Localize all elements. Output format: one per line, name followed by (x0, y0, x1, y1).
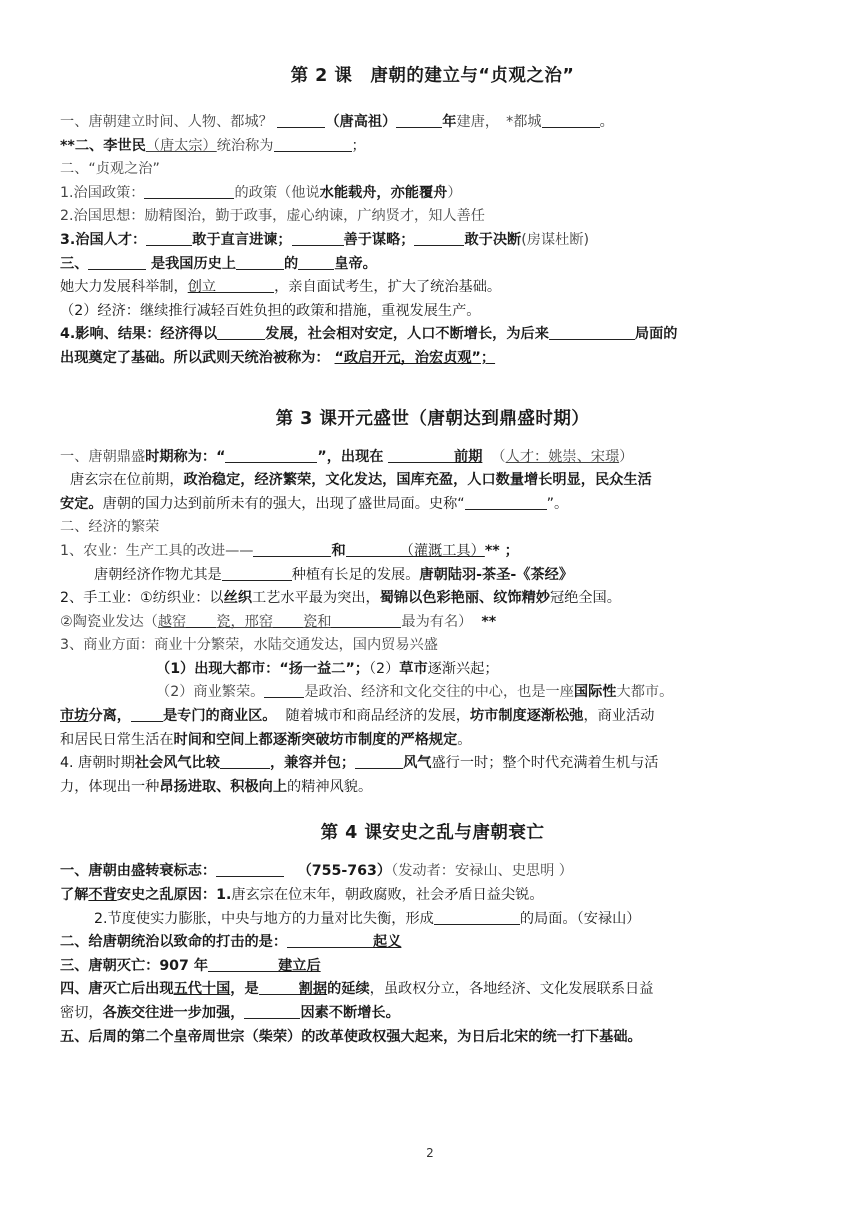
text: **二、李世民 (60, 137, 146, 154)
text: 安定。 (60, 495, 103, 512)
answer-blank[interactable] (331, 611, 401, 628)
text: 创立 (187, 279, 217, 296)
answer-blank[interactable] (292, 229, 344, 246)
lesson3-handicraft (60, 587, 805, 611)
text: 一、唐朝鼎盛 (60, 448, 146, 465)
lesson4-uprising (60, 931, 805, 955)
answer-blank[interactable] (186, 611, 216, 628)
text: 各族交往进一步加强， (102, 1005, 245, 1021)
text: 越窑 (157, 613, 187, 630)
text: ，兼容并包； (269, 755, 356, 772)
lesson4-causes-2 (60, 908, 805, 932)
text: (房谋杜断) (521, 231, 590, 248)
answer-blank[interactable] (414, 229, 464, 246)
text: 最为有名） (401, 613, 473, 630)
text: （ (491, 448, 506, 465)
text: 年 (442, 114, 457, 130)
text: ，亲自面试考生，扩大了统治基础。 (274, 279, 502, 296)
text: 的政策（他说 (234, 184, 320, 201)
text: 三、 (60, 255, 89, 272)
lesson3-xuanzong (60, 469, 805, 493)
answer-blank[interactable] (131, 705, 163, 722)
lesson2-impact-cont (60, 347, 805, 371)
text: 善于谋略； (343, 231, 415, 248)
lesson3-fangshi (60, 705, 805, 729)
text: 一、唐朝建立时间、人物、都城？ (60, 114, 273, 130)
text: ②陶瓷业发达（ (60, 613, 158, 630)
text: 密切， (60, 1005, 103, 1021)
text: 蜀锦以色彩艳丽、纹饰精妙 (379, 590, 550, 607)
text: 一、唐朝由盛转衰标志： (60, 863, 217, 880)
lesson3-cities (60, 658, 805, 682)
text: 统治称为 (216, 137, 274, 154)
text: 的延续 (327, 981, 370, 998)
text: （2）商业繁荣。 (156, 684, 265, 701)
lesson-3-title: 第 3 课开元盛世（唐朝达到鼎盛时期） (275, 408, 590, 429)
text: 4. 唐朝时期 (60, 755, 135, 772)
text: 政治稳定，经济繁荣，文化发达，国库充盈，人口数量增长明显，民众生活 (183, 472, 652, 489)
text: 前期 (454, 448, 483, 465)
text: 唐玄宗在位前期， (70, 472, 184, 489)
text: 是我国历史上 (150, 255, 237, 272)
lesson2-heading-zhenguan: 二、“贞观之治” (60, 161, 160, 178)
lesson4-five-dynasties (60, 978, 805, 1002)
lesson3-tea (60, 564, 805, 588)
text: （唐太宗） (145, 137, 217, 154)
text: 大都市。 (616, 684, 674, 701)
text: 唐朝经济作物尤其是 (94, 566, 222, 583)
answer-blank[interactable] (88, 253, 146, 270)
text: 坊市制度逐渐松弛 (469, 708, 584, 725)
text: 。 (599, 114, 614, 130)
text: ，虽政权分立，各地经济、文化发展联系日益 (369, 981, 654, 998)
text: 风气 (403, 755, 432, 772)
text: ”。 (546, 495, 569, 512)
text: 四、唐灭亡后出现 (60, 981, 174, 998)
lesson2-talents (60, 229, 805, 253)
answer-blank[interactable] (396, 111, 442, 128)
text: 工艺水平最为突出， (252, 590, 380, 607)
answer-blank[interactable] (287, 931, 373, 948)
answer-blank[interactable] (253, 540, 331, 557)
text: 建唐， *都城 (456, 114, 542, 130)
text: 时期称为：“ (145, 448, 226, 465)
answer-blank[interactable] (264, 681, 304, 698)
text: 发展，社会相对安定，人口不断增长，为后来 (265, 326, 549, 343)
text: 唐朝的国力达到前所未有的强大，出现了盛世局面。史称“ (102, 495, 465, 512)
text: 4.影响、结果：经济得以 (60, 326, 218, 343)
text: 的 (284, 255, 299, 272)
answer-blank[interactable] (146, 229, 192, 246)
text: 瓷和 (303, 613, 332, 630)
answer-blank[interactable] (355, 752, 403, 769)
lesson2-wuzetian (60, 253, 805, 277)
worksheet-page (60, 62, 805, 1049)
answer-blank[interactable] (388, 446, 454, 463)
answer-blank[interactable] (216, 860, 284, 877)
text: （唐高祖） (325, 114, 397, 130)
text: 局面的 (634, 326, 678, 343)
text: 了解 (60, 887, 89, 904)
text: 社会风气比较 (134, 755, 220, 772)
text: 3.治国人才： (60, 231, 147, 248)
lesson2-question-2 (60, 135, 805, 159)
answer-blank[interactable] (273, 611, 303, 628)
lesson2-keju (60, 276, 805, 300)
answer-blank[interactable] (225, 446, 317, 463)
text: 昂扬进取、积极向上 (159, 778, 288, 795)
text: 人才：姚崇、宋璟 (505, 448, 620, 465)
text: 。 (457, 731, 472, 748)
lesson2-policy (60, 182, 805, 206)
answer-blank[interactable] (222, 564, 292, 581)
answer-blank[interactable] (298, 253, 334, 270)
lesson2-impact (60, 323, 805, 347)
lesson-4-title: 第 4 课安史之乱与唐朝衰亡 (320, 823, 545, 844)
text: ，商业活动 (583, 708, 655, 725)
text: 草市 (399, 660, 428, 677)
lesson3-social-mood (60, 752, 805, 776)
lesson3-peak (60, 446, 805, 470)
text: ，是 (230, 981, 259, 998)
text: （1）出现大都市：“扬一益二”； (156, 660, 369, 677)
text: 时间和空间上都逐渐突破坊市制度的严格规定 (173, 731, 458, 748)
answer-blank[interactable] (465, 493, 547, 510)
answer-blank[interactable] (434, 908, 520, 925)
text: 和居民日常生活在 (60, 731, 174, 748)
text: 市坊 (60, 708, 89, 725)
text: ** (481, 613, 497, 630)
text: 分离， (88, 708, 131, 725)
lesson3-commerce: 3、商业方面：商业十分繁荣，水陆交通发达，国内贸易兴盛 (60, 637, 438, 654)
lesson3-agriculture (60, 540, 805, 564)
lesson3-xuanzong-cont (60, 493, 805, 517)
answer-blank[interactable] (216, 276, 274, 293)
lesson3-social-mood-cont (60, 776, 805, 800)
text: （发动者：安禄山、史思明 ） (391, 863, 573, 880)
text: ** ； (484, 542, 519, 559)
lesson4-five-dynasties-cont (60, 1002, 805, 1026)
answer-blank[interactable] (542, 111, 600, 128)
text: 敢于决断 (464, 231, 522, 248)
answer-blank[interactable] (244, 1002, 300, 1019)
text: 逐渐兴起； (427, 660, 499, 677)
lesson3-ceramics (60, 611, 805, 635)
lesson4-fall (60, 955, 805, 979)
text: 力，体现出一种 (60, 778, 160, 795)
answer-blank[interactable] (277, 111, 325, 128)
text: （灌溉工具） (399, 542, 485, 559)
lesson4-later-zhou: 五、后周的第二个皇帝周世宗（柴荣）的改革使政权强大起来，为日后北宋的统一打下基础。 (60, 1028, 642, 1045)
text: 水能载舟，亦能覆舟 (319, 184, 448, 201)
text: 1. (216, 887, 232, 904)
text: 唐玄宗在位末年，朝政腐败，社会矛盾日益尖锐。 (231, 887, 544, 904)
text: （2） (368, 660, 400, 677)
lesson4-causes (60, 884, 805, 908)
text: 建立后 (278, 957, 321, 974)
text: 丝织 (223, 590, 253, 607)
answer-blank[interactable] (549, 323, 635, 340)
text: 1.治国政策： (60, 184, 145, 201)
text: 五代十国 (173, 981, 231, 998)
lesson-2-title: 第 2 课 唐朝的建立与“贞观之治” (290, 66, 575, 86)
answer-blank[interactable] (274, 135, 352, 152)
text: 的精神风貌。 (287, 778, 373, 795)
text: 安史之乱原因： (116, 887, 217, 904)
answer-blank[interactable] (220, 752, 270, 769)
answer-blank[interactable] (236, 253, 284, 270)
text: 瓷，邢窑 (216, 613, 274, 630)
text: 出现奠定了基础。所以武则天统治被称为： (60, 349, 330, 366)
text: “政启开元，治宏贞观”； (334, 349, 496, 366)
text: 2.节度使实力膨胀，中央与地方的力量对比失衡，形成 (94, 910, 434, 927)
lesson3-economy-heading: 二、经济的繁荣 (60, 519, 160, 536)
lesson4-turning-point (60, 860, 805, 884)
text: ”，出现在 (317, 448, 384, 465)
text: 和 (331, 542, 346, 559)
text: 是政治、经济和文化交往的中心，也是一座 (304, 684, 574, 701)
text: 的局面。（安禄山） (519, 910, 641, 927)
lesson2-thought: 2.治国思想：励精图治，勤于政事，虚心纳谏，广纳贤才，知人善任 (60, 208, 485, 225)
lesson3-changan (60, 681, 805, 705)
lesson2-question-1 (60, 111, 805, 135)
text: 二、给唐朝统治以致命的打击的是： (60, 934, 288, 951)
lesson2-economy: （2）经济：继续推行减轻百姓负担的政策和措施，重视发展生产。 (60, 302, 481, 319)
answer-blank[interactable] (217, 323, 265, 340)
text: 三、唐朝灭亡：907 年 (60, 957, 209, 974)
text: 随着城市和商品经济的发展， (285, 708, 470, 725)
text: （755-763） (297, 863, 392, 880)
text: 不背 (88, 887, 117, 904)
text: ； (351, 137, 366, 154)
text: 她大力发展科举制， (60, 279, 188, 296)
text: 敢于直言进谏； (192, 231, 292, 248)
lesson3-fangshi-cont (60, 729, 805, 753)
text: 皇帝。 (334, 255, 377, 272)
text: ） (447, 184, 462, 201)
text: 2、手工业：①纺织业：以 (60, 590, 224, 607)
text: 割据 (298, 981, 328, 998)
text: ） (619, 448, 634, 465)
text: 国际性 (573, 684, 617, 701)
text: 是专门的商业区。 (162, 708, 277, 725)
text: 种植有长足的发展。 (291, 566, 420, 583)
text: 盛行一时；整个时代充满着生机与活 (431, 755, 659, 772)
answer-blank[interactable] (208, 955, 278, 972)
text: 冠绝全国。 (549, 590, 621, 607)
answer-blank[interactable] (346, 540, 400, 557)
text: 唐朝陆羽-茶圣-《茶经》 (419, 566, 574, 583)
answer-blank[interactable] (144, 182, 234, 199)
page-number: 2 (426, 1146, 434, 1160)
answer-blank[interactable] (259, 978, 299, 995)
text: 起义 (373, 934, 402, 951)
text: 1、农业：生产工具的改进—— (60, 542, 254, 559)
text: 因素不断增长。 (300, 1005, 400, 1021)
